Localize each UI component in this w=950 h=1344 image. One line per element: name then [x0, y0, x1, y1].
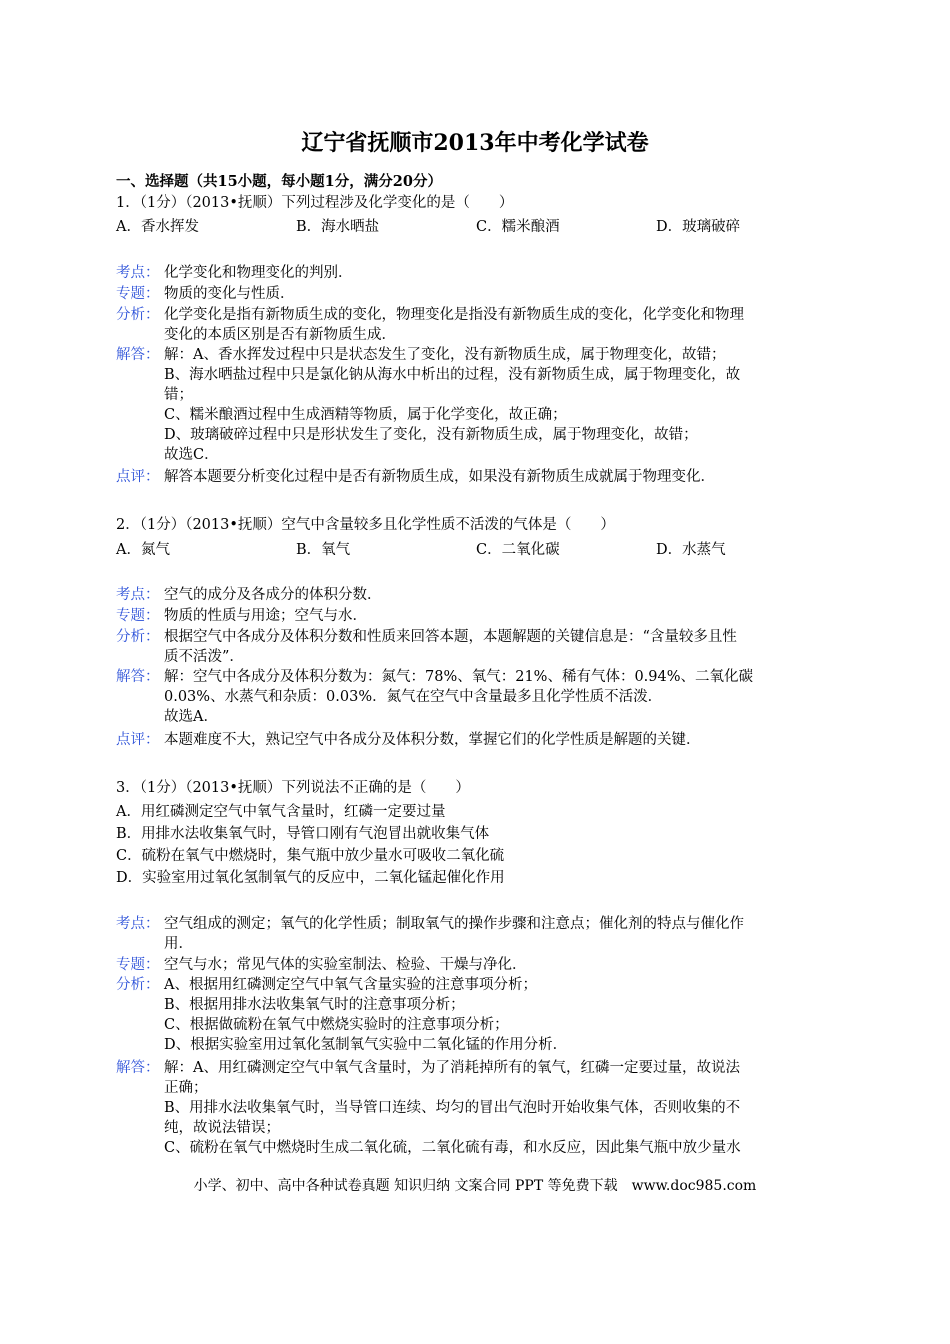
question-2-option-d: D．水蒸气 [656, 542, 726, 558]
question-1-option-b: B．海水晒盐 [296, 219, 380, 235]
question-1-option-a: A．香水挥发 [116, 219, 199, 235]
q1-fenxi-text: 化学变化是指有新物质生成的变化，物理变化是指没有新物质生成的变化，化学变化和物理 变化的本质区别是否有新物质生成． [164, 307, 744, 343]
section-title: 一、选择题（共15小题，每小题1分，满分20分） [116, 173, 442, 190]
question-3-stem: 3．（1分）（2013•抚顺）下列说法不正确的是（ ） [116, 780, 470, 796]
question-1-option-d: D．玻璃破碎 [656, 219, 741, 235]
q1-dianping-label: 点评： [116, 469, 160, 485]
q2-fenxi-label: 分析： [116, 629, 160, 645]
q1-jieda-text: 解：A、香水挥发过程中只是状态发生了变化，没有新物质生成，属于物理变化，故错； B、海水晒盐过程中只是氯化钠从海水中析出的过程，没有新物质生成，属于物理变化，故 错； C、糯米酿酒过程中生成酒精等物质，属于化学变化，故正确； D、玻璃破碎过程中只是形状发生了变化，没有新物质生成，属于物理变化，故错； 故选C． [164, 347, 741, 463]
question-2-option-b: B．氧气 [296, 542, 351, 558]
q1-kaodian-text: 化学变化和物理变化的判别． [164, 265, 353, 281]
question-1-option-c: C．糯米酿酒 [476, 219, 560, 235]
q2-jieda-label: 解答： [116, 669, 160, 685]
question-3-option-a: A．用红磷测定空气中氧气含量时，红磷一定要过量 [116, 804, 446, 820]
q3-fenxi-text: A、根据用红磷测定空气中氧气含量实验的注意事项分析； B、根据用排水法收集氧气时的注意事项分析； C、根据做硫粉在氧气中燃烧实验时的注意事项分析； D、根据实验室用过氧化氢制氧气实验中二氧化锰的作用分析． [164, 977, 568, 1053]
q1-jieda-label: 解答： [116, 347, 160, 363]
q1-kaodian-label: 考点： [116, 265, 160, 281]
q3-kaodian-label: 考点： [116, 916, 160, 932]
q2-zhuanti-text: 物质的性质与用途；空气与水． [164, 608, 367, 624]
q2-kaodian-text: 空气的成分及各成分的体积分数． [164, 587, 382, 603]
q3-zhuanti-text: 空气与水；常见气体的实验室制法、检验、干燥与净化． [164, 957, 527, 973]
q3-fenxi-label: 分析： [116, 977, 160, 993]
q2-dianping-label: 点评： [116, 732, 160, 748]
q2-jieda-text: 解：空气中各成分及体积分数为：氮气：78%、氧气：21%、稀有气体：0.94%、二氧化碳 0.03%、水蒸气和杂质：0.03%．氮气在空气中含量最多且化学性质不活泼． 故选A． [164, 669, 754, 725]
question-2-stem: 2．（1分）（2013•抚顺）空气中含量较多且化学性质不活泼的气体是（ ） [116, 517, 615, 533]
q1-zhuanti-text: 物质的变化与性质． [164, 286, 295, 302]
q3-jieda-label: 解答： [116, 1060, 160, 1076]
q3-jieda-text: 解：A、用红磷测定空气中氧气含量时，为了消耗掉所有的氧气，红磷一定要过量，故说法 正确； B、用排水法收集氧气时，当导管口连续、均匀的冒出气泡时开始收集气体，否则收集的不 纯，故说法错误； C、硫粉在氧气中燃烧时生成二氧化硫，二氧化硫有毒，和水反应，因此集气瓶中放少量水 [164, 1060, 741, 1156]
q2-fenxi-text: 根据空气中各成分及体积分数和性质来回答本题，本题解题的关键信息是：“含量较多且性 质不活泼”． [164, 629, 737, 665]
question-3-option-c: C．硫粉在氧气中燃烧时，集气瓶中放少量水可吸收二氧化硫 [116, 848, 505, 864]
q3-kaodian-text: 空气组成的测定；氧气的化学性质；制取氧气的操作步骤和注意点；催化剂的特点与催化作 用． [164, 916, 744, 952]
question-3-option-b: B．用排水法收集氧气时，导管口刚有气泡冒出就收集气体 [116, 826, 490, 842]
q2-zhuanti-label: 专题： [116, 608, 160, 624]
q1-zhuanti-label: 专题： [116, 286, 160, 302]
q2-kaodian-label: 考点： [116, 587, 160, 603]
question-2-option-c: C．二氧化碳 [476, 542, 560, 558]
q2-dianping-text: 本题难度不大，熟记空气中各成分及体积分数，掌握它们的化学性质是解题的关键． [164, 732, 701, 748]
q3-zhuanti-label: 专题： [116, 957, 160, 973]
q1-dianping-text: 解答本题要分析变化过程中是否有新物质生成，如果没有新物质生成就属于物理变化． [164, 469, 715, 485]
question-2-option-a: A．氮气 [116, 542, 170, 558]
question-3-option-d: D．实验室用过氧化氢制氧气的反应中，二氧化锰起催化作用 [116, 870, 505, 886]
page-footer: 小学、初中、高中各种试卷真题 知识归纳 文案合同 PPT 等免费下载 www.doc985.com [193, 1178, 757, 1194]
page-title: 辽宁省抚顺市2013年中考化学试卷 [301, 130, 649, 156]
question-1-stem: 1．（1分）（2013•抚顺）下列过程涉及化学变化的是（ ） [116, 195, 514, 211]
q1-fenxi-label: 分析： [116, 307, 160, 323]
